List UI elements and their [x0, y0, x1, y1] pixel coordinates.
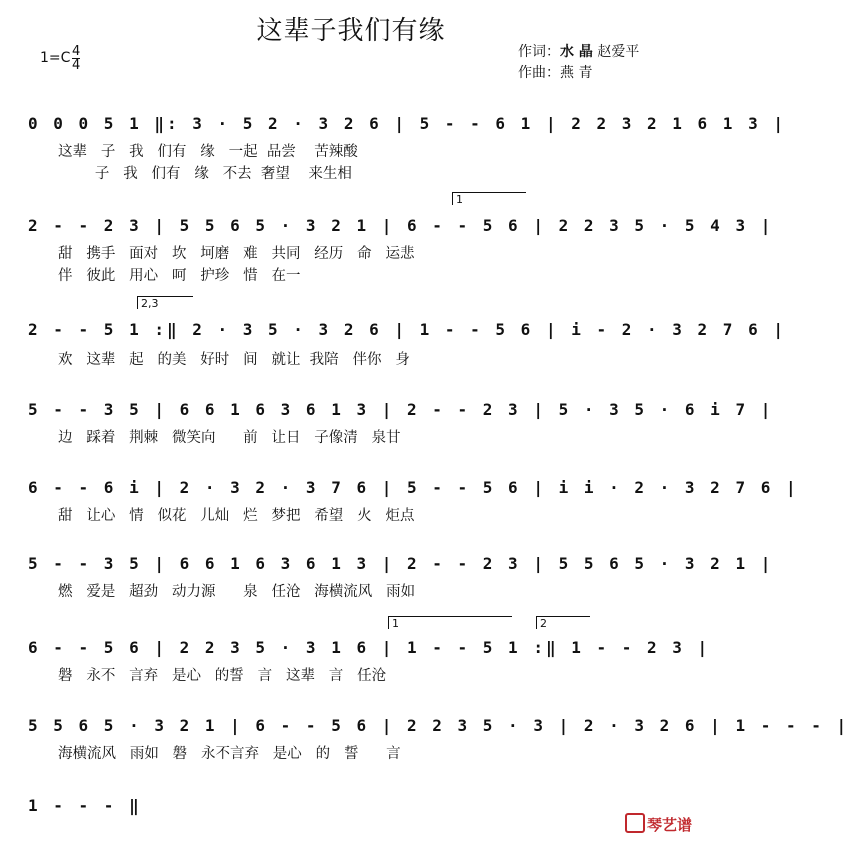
notation-line: 5 5 6 5 · 3 2 1 | 6 - - 5 6 | 2 2 3 5 · 3 | 2 · 3 2 6 | 1 - - - |: [28, 716, 849, 735]
lyric-line-1: 欢 这辈 起 的美 好时 间 就让 我陪 伴你 身: [58, 352, 410, 368]
time-signature: [72, 45, 80, 72]
volta-bracket-2-3: 2,3: [137, 296, 193, 309]
lyric-line-1: 边 踩着 荆棘 微笑向 前 让日 子像清 泉甘: [58, 430, 401, 446]
song-title: 这辈子我们有缘: [256, 16, 446, 46]
lyricist-name-1: 水 晶: [560, 44, 593, 60]
credits: [518, 42, 639, 84]
lyric-line-1: 燃 爱是 超劲 动力源 泉 任沧 海横流风 雨如: [58, 584, 416, 600]
volta-bracket-1: 1: [452, 192, 526, 205]
notation-line: 0 0 0 5 1 ‖: 3 · 5 2 · 3 2 6 | 5 - - 6 1 | 2 2 3 2 1 6 1 3 |: [28, 114, 786, 133]
volta-bracket-1b: 1: [388, 616, 512, 629]
lyric-line-1: 这辈 子 我 们有 缘 一起 品尝 苦辣酸: [58, 144, 358, 160]
notation-line: 6 - - 5 6 | 2 2 3 5 · 3 1 6 | 1 - - 5 1 :‖ 1 - - 2 3 |: [28, 638, 711, 657]
lyric-line-2: 伴 彼此 用心 呵 护珍 惜 在一: [58, 268, 301, 284]
volta-bracket-2: 2: [536, 616, 590, 629]
composer-label: 作曲：: [518, 65, 560, 81]
logo-mark-icon: [625, 813, 645, 833]
lyricist-name-2: 赵爱平: [597, 44, 640, 60]
composer-name: 燕 青: [560, 65, 593, 81]
notation-line: 2 - - 5 1 :‖ 2 · 3 5 · 3 2 6 | 1 - - 5 6 | i - 2 · 3 2 7 6 |: [28, 320, 786, 339]
lyric-line-2: 子 我 们有 缘 不去 奢望 来生相: [58, 166, 352, 182]
notation-line: 1 - - - ‖: [28, 796, 142, 815]
notation-line: 2 - - 2 3 | 5 5 6 5 · 3 2 1 | 6 - - 5 6 | 2 2 3 5 · 5 4 3 |: [28, 216, 774, 235]
lyric-line-1: 海横流风 雨如 磐 永不言弃 是心 的 誓 言: [58, 746, 401, 762]
logo-text: 琴艺谱: [646, 816, 692, 834]
lyric-line-1: 磐 永不 言弃 是心 的誓 言 这辈 言 任沧: [58, 668, 387, 684]
site-logo: [625, 813, 692, 835]
meter-bottom: 4: [72, 58, 81, 73]
lyric-line-1: 甜 携手 面对 坎 坷磨 难 共同 经历 命 运悲: [58, 246, 415, 262]
notation-line: 5 - - 3 5 | 6 6 1 6 3 6 1 3 | 2 - - 2 3 | 5 5 6 5 · 3 2 1 |: [28, 554, 774, 573]
notation-line: 6 - - 6 i | 2 · 3 2 · 3 7 6 | 5 - - 5 6 | i i · 2 · 3 2 7 6 |: [28, 478, 799, 497]
notation-line: 5 - - 3 5 | 6 6 1 6 3 6 1 3 | 2 - - 2 3 | 5 · 3 5 · 6 i 7 |: [28, 400, 774, 419]
lyricist-label: 作词：: [518, 44, 560, 60]
meter-top: 4: [72, 44, 81, 59]
key-signature: 1=C: [40, 50, 71, 66]
lyric-line-1: 甜 让心 情 似花 儿灿 烂 梦把 希望 火 炬点: [58, 508, 415, 524]
